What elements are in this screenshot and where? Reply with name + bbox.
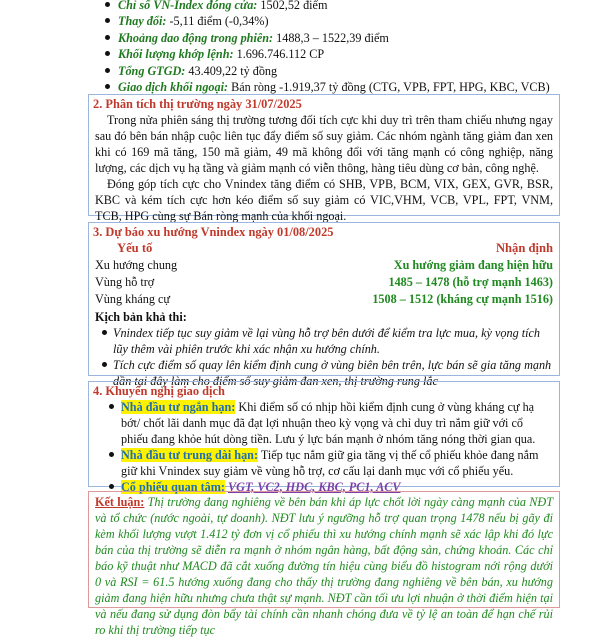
section-title: 2. Phân tích thị trường ngày 31/07/2025	[93, 97, 302, 111]
assessment-cell: 1485 – 1478 (hỗ trợ mạnh 1463)	[388, 275, 553, 289]
conclusion-paragraph: Kết luận: Thị trường đang nghiêng về bên bán khi áp lực chốt lời ngày càng mạnh của NĐT và tổ chức (nước ngoài, tự doanh). NĐT lưu ý ngưỡng hỗ trợ quan trọng 1478 nếu bị gãy đi kèm khối lượng vượt 1.412 tỷ đơn vị cổ phiếu thì xu hướng chính mạnh sẽ xác lập khi đó lực bán của thị trường sẽ diễn ra mạnh ở nhóm ngân hàng, bất động sản, chứng khoán. Các chỉ báo kỹ thuật như MACD đã cắt xuống đường tín hiệu cùng biểu đồ histogram nới rộng dưới 0 và RSI = 61.5 hướng xuống đang cho thấy thị trường đang nghiêng về bên bán, xu hướng giảm đang hiện hữu nhưng chưa thật sự mạnh. NĐT cần tối ưu lợi nhuận ở thời điểm hiện tại và nếu đang sử dụng đòn bẩy tài chính cần nhanh chóng đưa về tỷ lệ an toàn để hạn chế rủi ro khi thị trường tiếp tục	[95, 495, 553, 637]
analysis-paragraph: Trong nửa phiên sáng thị trường tương đối tích cực khi duy trì trên tham chiếu nhưng ngay sau đó bên bán nhập cuộc liên tục đẩy điểm số suy giảm. Các nhóm ngành tăng giảm đan xen khi có 169 mã tăng, 150 mã giảm, 49 mã không đổi với tăng mạnh có công nghiệp, năng lượng, các dịch vụ hạ tầng và giảm mạnh có viễn thông, hàng tiêu dùng cơ bản, công nghệ.	[95, 113, 553, 175]
col-header-factor: Yếu tố	[117, 241, 153, 255]
summary-item: Thay đổi: -5,11 điểm (-0,34%)	[118, 13, 600, 29]
scenario-title: Kịch bản khả thi:	[95, 310, 187, 324]
factor-cell: Xu hướng chung	[95, 258, 178, 272]
table-header-row	[95, 240, 553, 257]
stock-list: VGT, VC2, HDC, KBC, PC1, ACV	[228, 480, 401, 494]
scenario-item: Vnindex tiếp tục suy giảm về lại vùng hỗ trợ bên dưới để kiểm tra lực mua, kỳ vọng tích lũy thêm vài phiên trước khi xác nhận xu hướng chính.	[113, 325, 553, 357]
conclusion-label: Kết luận:	[95, 495, 145, 509]
table-row	[95, 257, 553, 274]
recommendation-label: Nhà đầu tư ngắn hạn:	[121, 400, 236, 414]
table-row	[95, 274, 553, 291]
forecast-section	[88, 222, 560, 388]
summary-item: Giao dịch khối ngoại: Bán ròng -1.919,37 tỷ đồng (CTG, VPB, FPT, HPG, KBC, VCB)	[118, 79, 600, 95]
section-title: 4. Khuyến nghị giao dịch	[93, 384, 225, 398]
section-title: 3. Dự báo xu hướng Vnindex ngày 01/08/2025	[93, 225, 334, 239]
table-row	[95, 291, 553, 308]
market-summary	[0, 0, 600, 95]
recommendation-item: Nhà đầu tư trung dài hạn: Tiếp tục nắm giữ gia tăng vị thế cổ phiếu khỏe đang nắm giữ khi Vnindex suy giảm về vùng hỗ trợ, cơ cấu lại danh mục với cổ phiếu yếu.	[121, 447, 553, 479]
recommendation-label: Nhà đầu tư trung dài hạn:	[121, 448, 259, 462]
scenario-item: Tích cực điểm số quay lên kiểm định cung ở vùng biên bên trên, lực bán sẽ gia tăng mạnh dần tại đây làm cho điểm số suy giảm đan xen, thị trường rung lắc	[113, 358, 552, 388]
summary-item: Khối lượng khớp lệnh: 1.696.746.112 CP	[118, 46, 600, 62]
analysis-paragraph: Đóng góp tích cực cho Vnindex tăng điểm có SHB, VPB, BCM, VIX, GEX, GVR, BSR, KBC và kém tích cực hơn kéo điểm số suy giảm có VIC,VHM, VCB, VPL, FPT, VNM, TCB, HPG cùng sự Bán ròng mạnh của khối ngoại.	[95, 177, 553, 223]
factor-cell: Vùng kháng cự	[95, 292, 170, 306]
summary-item: Chỉ số VN-Index đóng cửa: 1502,52 điểm	[118, 0, 600, 13]
col-header-assessment: Nhận định	[495, 241, 553, 255]
recommendation-item: Nhà đầu tư ngắn hạn: Khi điểm số có nhịp hồi kiểm định cung ở vùng kháng cự hạ bớt/ chốt lãi danh mục đã đạt lợi nhuận theo kỳ vọng và chỉ duy trì nắm giữ với cổ phiếu đang khỏe hút dòng tiền. Lưu ý lực bán mạnh ở nhóm tăng nóng thời gian qua.	[121, 399, 553, 447]
summary-item: Tổng GTGD: 43.409,22 tỷ đồng	[118, 63, 600, 79]
factor-cell: Vùng hỗ trợ	[95, 275, 155, 289]
assessment-cell: Xu hướng giảm đang hiện hữu	[393, 258, 553, 272]
forecast-table	[95, 240, 553, 308]
summary-item: Khoảng dao động trong phiên: 1488,3 – 1522,39 điểm	[118, 30, 600, 46]
assessment-cell: 1508 – 1512 (kháng cự mạnh 1516)	[372, 292, 553, 306]
trading-recommendation-section	[88, 381, 560, 494]
market-analysis-section	[88, 94, 560, 223]
conclusion-section	[88, 491, 560, 637]
recommendation-label: Cổ phiếu quan tâm:	[121, 480, 225, 494]
